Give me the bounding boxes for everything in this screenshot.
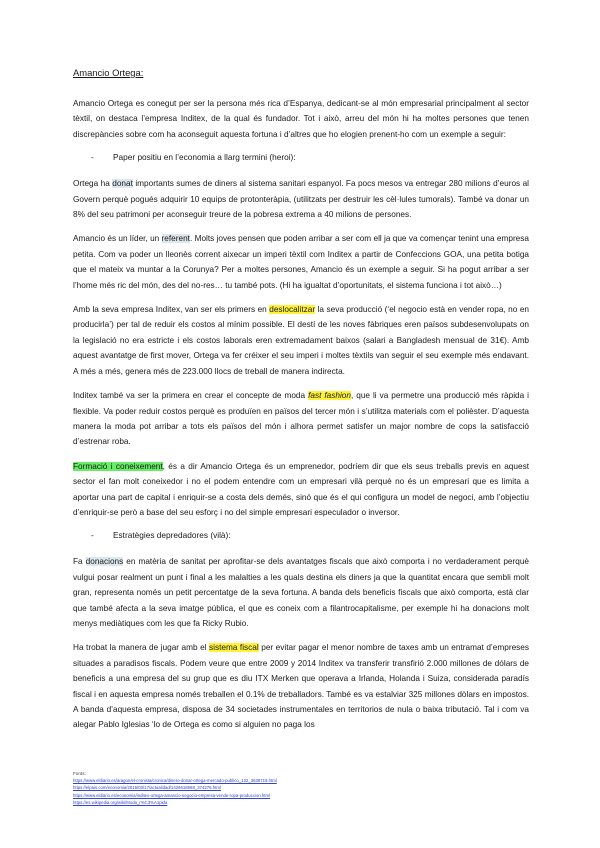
page-title: Amancio Ortega: bbox=[73, 67, 144, 78]
bullet-vila-text: Estratègies depredadores (vilà): bbox=[113, 530, 231, 541]
text: , és a dir Amancio Ortega és un emprenedor, podríem dir que els seus treballs previs en aquest sector el fan molt coneixedor i no el podem entendre com un empresari vilà perquè no és un empresari que es limita a aportar una part de capital i enriquir-se a costa dels demés, sinó que és el qui configura un model de negoci, amb l’objectiu d’enriquir-se però a base del seu esforç i no del simple empresari especulador o inversor. bbox=[73, 461, 529, 517]
text: importants sumes de diners al sistema sanitari espanyol. Fa pocs mesos va entregar 280 milions d’euros al Govern perquè pogués adquirir 10 equips de protonteràpia, (utilitzats per destruir les cèl·lules tumorals). També va donar un 8% del seu patrimoni per aconseguir treure de la pobresa extrema a 40 milions de persones. bbox=[73, 179, 529, 220]
highlight-donat: donat bbox=[112, 179, 133, 189]
text: Ha trobat la manera de jugar amb el bbox=[73, 643, 210, 653]
highlight-fast-fashion: fast fashion bbox=[308, 391, 351, 401]
bullet-heroi-text: Paper positiu en l’economia a llarg termini (heroi): bbox=[113, 152, 296, 163]
text: en matèria de sanitat per aprofitar-se dels avantatges fiscals que això comporta i no verdaderament perquè vulgui posar realment un punt i final a les malalties a les quals destina els diners ja que la quantitat encara que sembli molt gran, representa només un petit percentatge de la seva fortuna. A banda dels beneficis fiscals que això comporta, està clar que també afecta a la seva imatge pública, el que es coneix com a filantrocapitalisme, per exemple hi ha donacions molt menys mediàtiques com les que fa Ricky Rubio. bbox=[73, 557, 530, 628]
highlight-deslocalitzar: deslocalitzar bbox=[269, 305, 316, 315]
source-link[interactable]: https://www.eldiario.es/economia/inditex-ortega-amancio-negocio-empresa-vende-ropa-produccion.html bbox=[73, 792, 271, 798]
highlight-sistema-fiscal: sistema fiscal bbox=[209, 643, 259, 653]
paragraph-donat bbox=[73, 176, 529, 222]
text: Inditex també va ser la primera en crear el concepte de moda bbox=[73, 391, 309, 401]
source-link[interactable]: https://elpais.com/economia/2015/03/17/actualidad/1426618568_374276.html bbox=[73, 785, 221, 791]
intro-paragraph: Amancio Ortega es conegut per ser la persona més rica d’Espanya, dedicant-se al món empresarial principalment al sector tèxtil, on destaca l’empresa Inditex, de la qual és fundador. Tot i això, arreu del món hi ha moltes persones que tenen discrepàncies sobre com ha aconseguit aquesta fortuna i d’altres que ho elogien prenent-ho com un exemple a seguir: bbox=[73, 99, 529, 139]
source-link[interactable]: https://es.wikipedia.org/wiki/Moda_r%C3%A1pida bbox=[73, 800, 168, 806]
text: la seva producció (‘el negocio està en vender ropa, no en producirla’) per tal de reduir els costos al mínim possible. El destí de les noves fàbriques eren països subdesenvolupats on la legislació no era estricte i els costos laborals eren extremadament baixos (salari a Bangladesh mensual de 31€). Amb aquest avantatge de first mover, Ortega va fer créixer el seu imperi i moltes tèxtils van seguir el seu exemple més endavant. A més a més, genera més de 223.000 llocs de treball de manera indirecta. bbox=[73, 305, 530, 376]
highlight-formacio: Formació i coneixement bbox=[73, 461, 163, 471]
paragraph-sistema-fiscal bbox=[73, 640, 529, 732]
source-link[interactable]: https://www.eldiario.es/aragon/el-cronista/cronica/dinero-donar-ortega-mercado-publico_132_3638719.html bbox=[73, 778, 277, 783]
text: Amb la seva empresa Inditex, van ser els primers en bbox=[73, 305, 270, 315]
text: Fa bbox=[73, 557, 86, 567]
document-body bbox=[73, 66, 529, 742]
text: . Molts joves pensen que poden arribar a ser com ell ja que va començar tenint una empresa petita. Com va poder un lleonès corrent aixecar un imperi tèxtil com Inditex a partir de Confeccions GOA, una petita botiga que el mateix va muntar a la Corunya? Per a moltes persones, Amancio és un exemple a seguir. Si ha pogut arribar a ser l’home més ric del món, des del no-res… tu també pots. (Hi ha igualtat d’oportunitats, el sistema funciona i tot això…) bbox=[73, 234, 529, 290]
text: Ortega ha bbox=[73, 179, 113, 189]
bullet-heroi bbox=[91, 151, 529, 164]
highlight-donacions: donacions bbox=[85, 557, 124, 567]
sources-label: Fonts: bbox=[73, 771, 86, 776]
text: per evitar pagar el menor nombre de taxes amb un entramat d’empreses situades a paradisos fiscals. Podem veure que entre 2009 y 2014 Inditex va transferir transfirió 2.000 millones de dólars de beneficis a una empresa del su grup que es diu ITX Merken que operava a Irlanda, Holanda i Suiza, considerada paradís fiscal i en aquesta empresa només treballen el 0.1% de treballadors. També es va estalviar 325 millones dòlars en impostos. A banda d’aquesta empresa, disposa de 34 societades instrumentales en territorios de nula o baixa tributació. Tal i com va alegar Pablo Iglesias ‘lo de Ortega es como si alguien no paga los bbox=[73, 643, 529, 730]
sources-footer bbox=[73, 770, 529, 807]
bullet-dash: - bbox=[91, 530, 94, 541]
paragraph-formacio bbox=[73, 459, 529, 521]
bullet-vila bbox=[91, 529, 529, 542]
text: Amancio és un líder, un bbox=[73, 234, 162, 244]
highlight-referent: referent bbox=[161, 234, 190, 244]
bullet-dash: - bbox=[91, 152, 94, 163]
paragraph-deslocalitzar bbox=[73, 302, 529, 379]
paragraph-fast-fashion bbox=[73, 388, 529, 450]
paragraph-referent bbox=[73, 231, 529, 293]
text: , que li va permetre una producció més ràpida i flexible. Va poder reduir costos perquè es produïen en països del tercer món i s’utilitza materials com el polièster. D’aquesta manera la moda pot arribar a tots els països del món i alhora permet satisfer un major nombre de cops la satisfacció d’estrenar roba. bbox=[73, 391, 529, 447]
paragraph-donacions bbox=[73, 554, 529, 631]
